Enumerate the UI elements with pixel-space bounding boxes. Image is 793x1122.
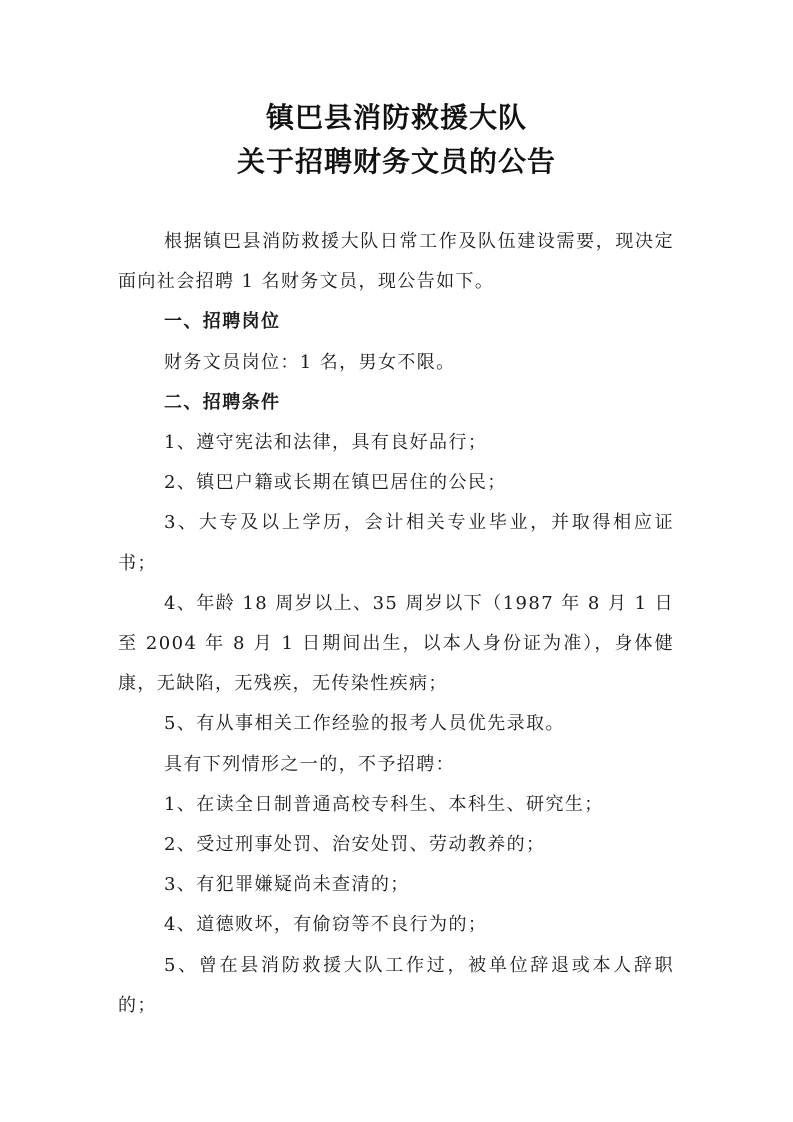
condition-item-3: 3、大专及以上学历，会计相关专业毕业，并取得相应证书；	[118, 512, 674, 574]
condition-item-1: 1、遵守宪法和法律，具有良好品行；	[164, 432, 488, 454]
exclusion-item-4: 4、道德败坏，有偷窃等不良行为的；	[164, 914, 488, 936]
exclusion-item-1: 1、在读全日制普通高校专科生、本科生、研究生；	[164, 793, 604, 815]
exclusion-item-5: 5、曾在县消防救援大队工作过，被单位辞退或本人辞职的；	[118, 954, 674, 1016]
intro-paragraph: 根据镇巴县消防救援大队日常工作及队伍建设需要，现决定面向社会招聘 1 名财务文员，现公告如下。	[118, 231, 674, 293]
exclusion-item-2: 2、受过刑事处罚、治安处罚、劳动教养的；	[164, 834, 546, 856]
section-heading-positions: 一、招聘岗位	[164, 311, 281, 333]
document-title-line-1: 镇巴县消防救援大队	[265, 101, 527, 134]
exclusion-item-3: 3、有犯罪嫌疑尚未查清的；	[164, 874, 410, 896]
position-detail: 财务文员岗位：1 名，男女不限。	[164, 351, 456, 373]
condition-item-5: 5、有从事相关工作经验的报考人员优先录取。	[164, 713, 565, 735]
section-heading-conditions: 二、招聘条件	[164, 391, 281, 413]
document-body	[118, 222, 674, 1026]
document-title-line-2: 关于招聘财务文员的公告	[236, 145, 556, 178]
condition-item-4: 4、年龄 18 周岁以上、35 周岁以下（1987 年 8 月 1 日至 2004 年 8 月 1 日期间出生，以本人身份证为准），身体健康，无缺陷，无残疾，无传染性疾病；	[118, 592, 674, 695]
exclusion-intro: 具有下列情形之一的，不予招聘：	[164, 753, 455, 775]
condition-item-2: 2、镇巴户籍或长期在镇巴居住的公民；	[164, 472, 507, 494]
